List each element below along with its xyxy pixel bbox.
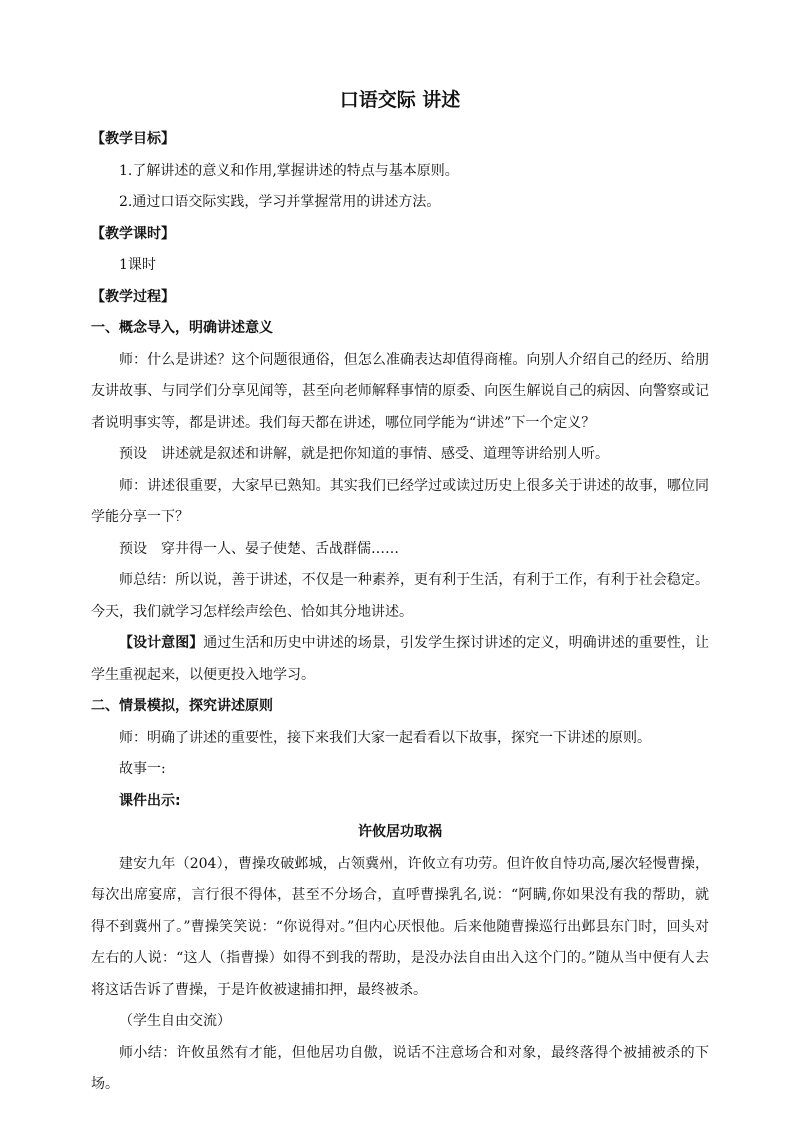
hours-heading: 【教学课时】 [91, 225, 175, 242]
page-title: 口语交际 讲述 [339, 89, 461, 111]
free-talk-note: （学生自由交流） [119, 1013, 231, 1029]
design-intent-label: 【设计意图】 [119, 635, 204, 651]
goal-1: 1.了解讲述的意义和作用,掌握讲述的特点与基本原则。 [119, 162, 459, 179]
part1-heading: 一、概念导入，明确讲述意义 [91, 320, 273, 336]
document-page [91, 86, 709, 1101]
story-1-label: 故事一: [119, 761, 166, 777]
paragraph-3: 师：讲述很重要，大家早已熟知。其实我们已经学过或读过历史上很多关于讲述的故事，哪位同学能分享一下？ [91, 477, 709, 525]
teacher-summary: 师小结：许攸虽然有才能，但他居功自傲，说话不注意场合和对象，最终落得个被捕被杀的下场。 [91, 1044, 709, 1092]
part2-heading: 二、情景模拟，探究讲述原则 [91, 698, 273, 714]
paragraph-4: 预设 穿井得一人、晏子使楚、舌战群儒…… [119, 540, 399, 557]
design-intent [91, 628, 709, 691]
paragraph-2: 预设 讲述就是叙述和讲解，就是把你知道的事情、感受、道理等讲给别人听。 [119, 446, 609, 462]
hours-text: 1课时 [119, 257, 156, 273]
process-heading: 【教学过程】 [91, 288, 175, 305]
goal-2: 2.通过口语交际实践，学习并掌握常用的讲述方法。 [119, 194, 441, 210]
goals-heading: 【教学目标】 [91, 131, 175, 147]
paragraph-6: 师：明确了讲述的重要性，接下来我们大家一起看看以下故事，探究一下讲述的原则。 [119, 729, 651, 746]
design-intent-text: 通过生活和历史中讲述的场景，引发学生探讨讲述的定义，明确讲述的重要性，让学生重视起来，以便更投入地学习。 [91, 635, 710, 683]
story-title: 许攸居功取祸 [358, 824, 442, 840]
paragraph-5: 师总结：所以说，善于讲述，不仅是一种素养，更有利于生活，有利于工作，有利于社会稳定。今天，我们就学习怎样绘声绘色、恰如其分地讲述。 [91, 572, 709, 620]
paragraph-1: 师：什么是讲述？这个问题很通俗，但怎么准确表达却值得商榷。向别人介绍自己的经历、给朋友讲故事、与同学们分享见闻等，甚至向老师解释事情的原委、向医生解说自己的病因、向警察或记者说明事实等，都是讲述。我们每天都在讲述，哪位同学能为“讲述”下一个定义？ [91, 351, 709, 431]
story-text: 建安九年（204），曹操攻破邺城，占领冀州，许攸立有功劳。但许攸自恃功高,屡次轻慢曹操，每次出席宴席，言行很不得体，甚至不分场合，直呼曹操乳名,说：“阿瞒,你如果没有我的帮助，就得不到冀州了。”曹操笑笑说：“你说得对。”但内心厌恨他。后来他随曹操巡行出邺县东门时，回头对左右的人说：“这人（指曹操）如得不到我的帮助，是没办法自由出入这个门的。”随从当中便有人去将这话告诉了曹操，于是许攸被逮捕扣押，最终被杀。 [91, 855, 709, 998]
courseware-label: 课件出示: [119, 792, 181, 809]
